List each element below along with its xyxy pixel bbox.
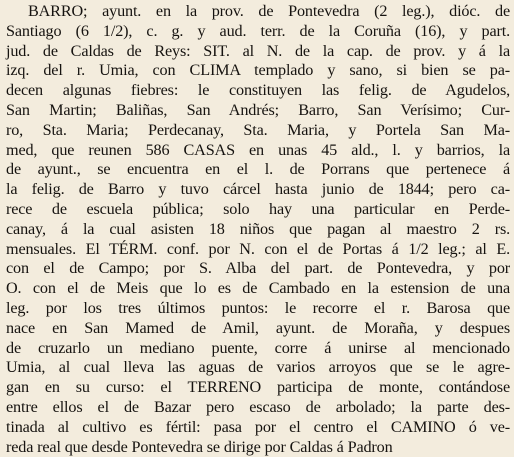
text-line: BARRO; ayunt. en la prov. de Pontevedra (2 leg.), dióc. de (28, 2, 510, 20)
text-line: ro, Sta. Maria; Perdecanay, Sta. Maria, y Portela San Ma- (6, 120, 510, 139)
text-line: canay, á la cual asisten 18 niños que pagan al maestro 2 rs. (6, 219, 510, 238)
text-line: San Martin; Baliñas, San Andrés; Barro, San Verísimo; Cur- (6, 100, 510, 119)
text-line: nace en San Mamed de Amil, ayunt. de Moraña, y despues (6, 318, 510, 337)
text-line: mensuales. El TÉRM. conf. por N. con el de Portas á 1/2 leg.; al E. (6, 239, 510, 258)
article-text (6, 2, 510, 457)
text-line: gan en su curso: el TERRENO participa de monte, contándose (6, 378, 510, 397)
text-line: decen algunas fiebres: le constituyen las felig. de Agudelos, (6, 81, 510, 100)
text-line: de cruzarlo un mediano puente, corre á unirse al mencionado (6, 338, 510, 357)
text-line: leg. por los tres últimos puntos: le recorre el r. Barosa que (6, 298, 510, 317)
text-line: con el de Campo; por S. Alba del part. de Pontevedra, y por (6, 259, 510, 278)
text-line: la felig. de Barro y tuvo cárcel hasta junio de 1844; pero ca- (6, 180, 510, 199)
text-line: O. con el de Meis que lo es de Cambado en la estension de una (6, 279, 510, 298)
text-line: Santiago (6 1/2), c. g. y aud. terr. de la Coruña (16), y part. (6, 21, 510, 40)
text-line: izq. del r. Umia, con CLIMA templado y sano, si bien se pa- (6, 61, 510, 80)
text-line: tinada al cultivo es fértil: pasa por el centro el CAMINO ó ve- (6, 417, 510, 436)
text-line: reda real que desde Pontevedra se dirige por Caldas á Padron (6, 437, 393, 456)
text-line: rece de escuela pública; solo hay una particular en Perde- (6, 199, 510, 218)
text-line: de ayunt., se encuentra en el l. de Porrans que pertenece á (6, 160, 510, 179)
text-line: med, que reunen 586 CASAS en unas 45 ald., l. y barrios, la (6, 140, 510, 159)
text-line: Umia, al cual lleva las aguas de varios arroyos que se le agre- (6, 358, 510, 377)
text-line: entre ellos el de Bazar pero escaso de arbolado; la parte des- (6, 397, 510, 416)
text-line: jud. de Caldas de Reys: SIT. al N. de la cap. de prov. y á la (6, 41, 510, 60)
